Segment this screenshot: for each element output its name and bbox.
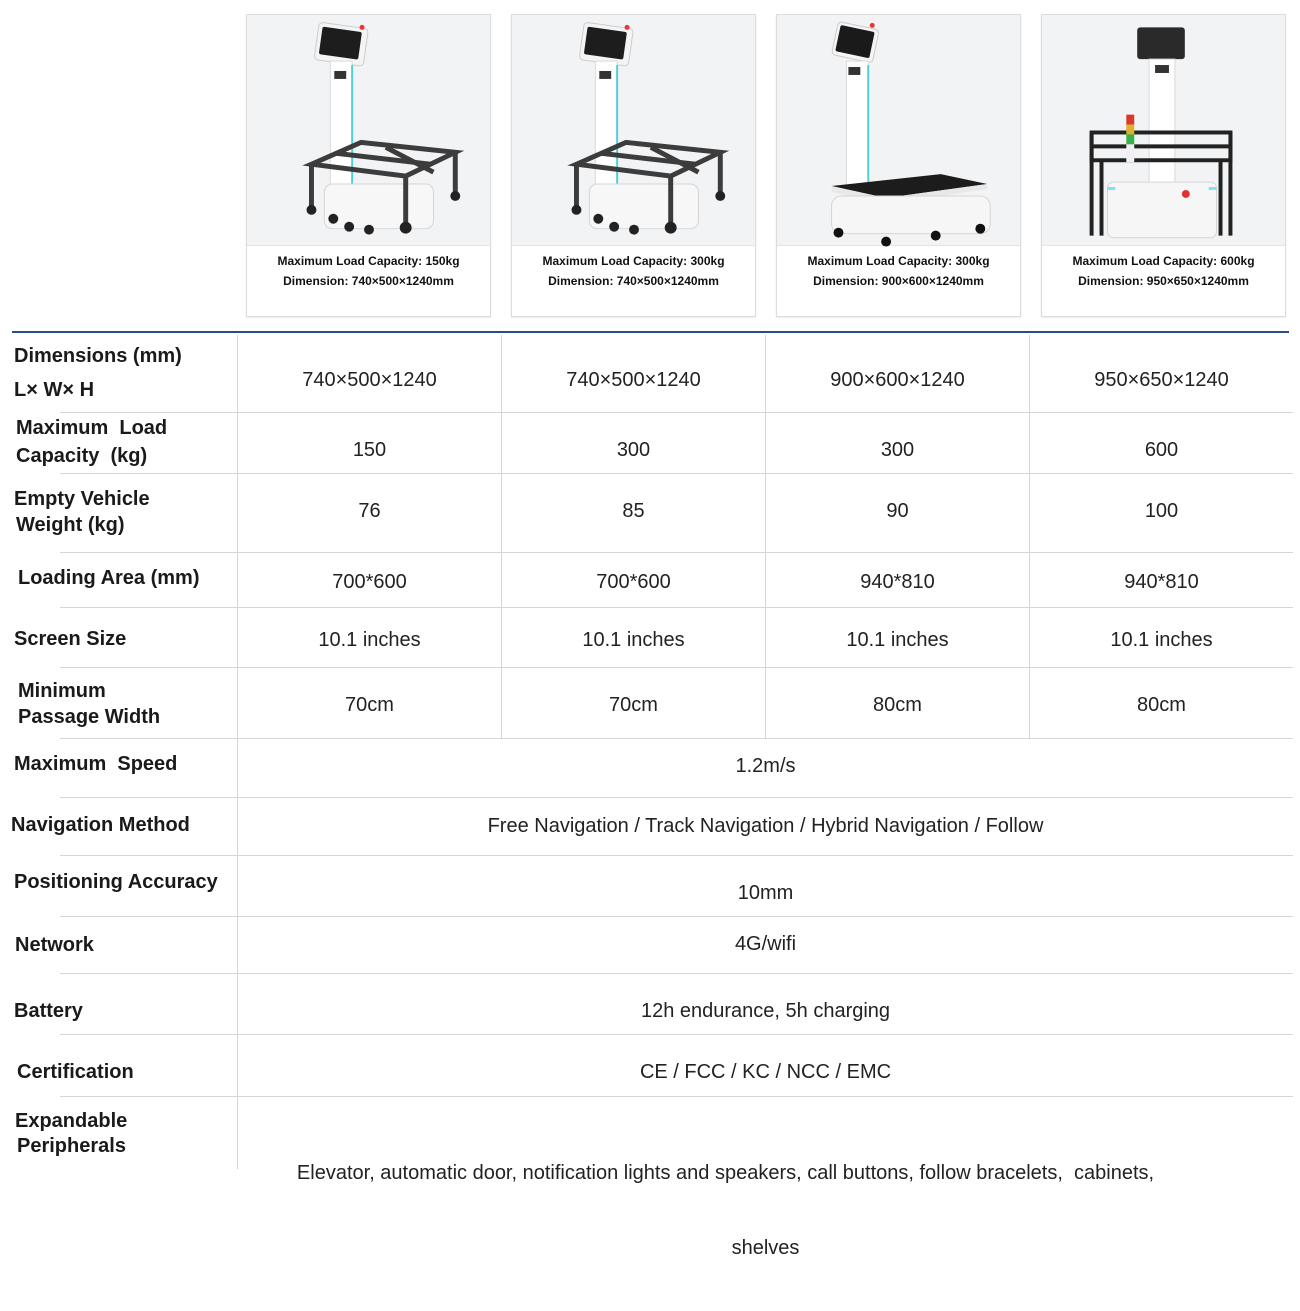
table-cell: 70cm: [609, 694, 658, 716]
table-row-max-load: [0, 413, 1300, 474]
row-label-line1: Maximum Load: [16, 417, 168, 439]
row-label: [14, 751, 236, 777]
product-caption: [777, 251, 1020, 291]
row-label-line1: Positioning Accuracy: [14, 871, 218, 893]
table-cell: 950×650×1240: [1094, 369, 1229, 391]
row-label-line2: Weight (kg): [16, 514, 125, 536]
peripherals-line1: Elevator, automatic door, notification lights and speakers, call buttons, follow bracelets, cabinets,: [296, 1162, 1155, 1184]
table-cell: 700*600: [596, 571, 671, 593]
dimension-caption: Dimension: 740×500×1240mm: [548, 274, 719, 288]
table-cell: 10.1 inches: [846, 629, 949, 651]
table-cell-span: 1.2m/s: [735, 755, 796, 777]
table-cell-span: 10mm: [737, 882, 794, 904]
table-cell: 10.1 inches: [318, 629, 421, 651]
row-label-line2: Passage Width: [18, 706, 161, 728]
table-cell: 940*810: [1124, 571, 1199, 593]
row-label-line1: Expandable: [15, 1110, 128, 1132]
row-label-line1: Certification: [17, 1061, 134, 1083]
product-card-4: [1041, 14, 1286, 317]
table-row-certification: [0, 1035, 1300, 1097]
row-label-line1: Network: [15, 934, 94, 956]
table-cell: 100: [1144, 500, 1179, 522]
row-label: [11, 812, 233, 838]
row-label-line2: Peripherals: [17, 1135, 126, 1157]
table-row-expandable-peripherals: [0, 1097, 1300, 1259]
table-top-rule: [12, 331, 1289, 333]
product-caption: [1042, 251, 1285, 291]
table-row-min-passage-width: [0, 668, 1300, 739]
row-label: [17, 1059, 239, 1085]
table-row-empty-weight: [0, 474, 1300, 553]
table-cell: 85: [622, 500, 645, 522]
table-cell: 80cm: [1137, 694, 1186, 716]
table-cell: 90: [886, 500, 909, 522]
table-cell: 80cm: [873, 694, 922, 716]
load-capacity-caption: Maximum Load Capacity: 150kg: [277, 254, 460, 268]
table-cell: 940*810: [860, 571, 935, 593]
table-cell: 300: [616, 439, 651, 461]
table-row-max-speed: [0, 739, 1300, 798]
row-label-line1: Navigation Method: [11, 814, 190, 836]
table-cell: 70cm: [345, 694, 394, 716]
table-row-positioning-accuracy: [0, 856, 1300, 917]
table-row-loading-area: [0, 553, 1300, 608]
dimension-caption: Dimension: 900×600×1240mm: [813, 274, 984, 288]
table-cell: 900×600×1240: [830, 369, 965, 391]
table-cell-span: 12h endurance, 5h charging: [640, 1000, 891, 1022]
robot-shelf-frame-icon: [247, 15, 490, 245]
table-cell: 76: [358, 500, 381, 522]
table-cell-span: [238, 1111, 1293, 1311]
table-cell: 10.1 inches: [1110, 629, 1213, 651]
row-label: [18, 678, 240, 730]
table-cell: 700*600: [332, 571, 407, 593]
product-card-1: [246, 14, 491, 317]
table-row-battery: [0, 974, 1300, 1035]
row-label: [14, 486, 236, 538]
row-label: [16, 415, 238, 469]
robot-flat-platform-icon: [777, 15, 1020, 245]
load-capacity-caption: Maximum Load Capacity: 600kg: [1072, 254, 1255, 268]
row-label: [14, 626, 236, 652]
row-label: [15, 932, 237, 958]
row-label: [18, 565, 240, 591]
robot-shelf-frame-icon: [512, 15, 755, 245]
table-cell-span: Free Navigation / Track Navigation / Hybrid Navigation / Follow: [487, 815, 1044, 837]
row-label: [14, 998, 236, 1024]
table-cell-span: 4G/wifi: [734, 933, 797, 955]
row-label-line2: L× W× H: [14, 379, 95, 401]
row-label: [15, 1109, 237, 1159]
product-caption: [247, 251, 490, 291]
product-caption: [512, 251, 755, 291]
row-label-line1: Minimum: [18, 680, 106, 702]
row-label-line1: Dimensions (mm): [14, 345, 182, 367]
product-photo: [777, 15, 1020, 246]
table-row-navigation-method: [0, 798, 1300, 856]
dimension-caption: Dimension: 950×650×1240mm: [1078, 274, 1249, 288]
table-row-dimensions: [0, 335, 1300, 413]
table-cell-span: CE / FCC / KC / NCC / EMC: [639, 1061, 892, 1083]
table-cell: 740×500×1240: [302, 369, 437, 391]
dimension-caption: Dimension: 740×500×1240mm: [283, 274, 454, 288]
table-cell: 740×500×1240: [566, 369, 701, 391]
table-row-screen-size: [0, 608, 1300, 668]
row-label-line2: Capacity (kg): [16, 445, 148, 467]
peripherals-line2: shelves: [731, 1237, 800, 1259]
product-card-2: [511, 14, 756, 317]
product-photo: [512, 15, 755, 246]
robot-frame-signal-tower-icon: [1042, 15, 1285, 245]
row-label-line1: Empty Vehicle: [14, 488, 150, 510]
product-card-3: [776, 14, 1021, 317]
product-photo: [1042, 15, 1285, 246]
row-label-line1: Battery: [14, 1000, 83, 1022]
row-label: [14, 869, 244, 895]
row-label-line1: Screen Size: [14, 628, 127, 650]
load-capacity-caption: Maximum Load Capacity: 300kg: [807, 254, 990, 268]
table-row-network: [0, 917, 1300, 974]
table-cell: 300: [880, 439, 915, 461]
table-cell: 10.1 inches: [582, 629, 685, 651]
table-cell: 600: [1144, 439, 1179, 461]
row-label-line1: Maximum Speed: [14, 753, 178, 775]
row-label-line1: Loading Area (mm): [18, 567, 200, 589]
load-capacity-caption: Maximum Load Capacity: 300kg: [542, 254, 725, 268]
table-cell: 150: [352, 439, 387, 461]
row-label: [14, 343, 236, 403]
product-photo: [247, 15, 490, 246]
